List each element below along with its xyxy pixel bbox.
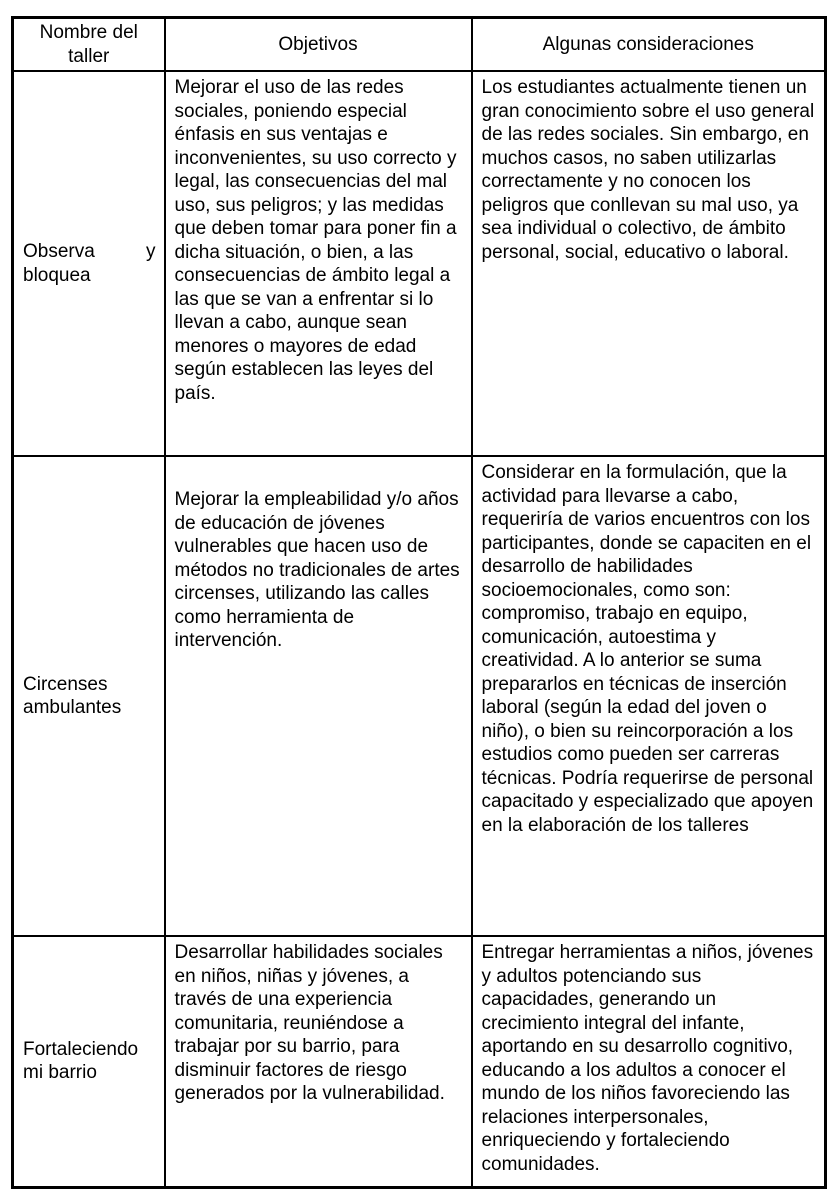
workshop-table xyxy=(11,16,827,1189)
header-cell-nombre-del-taller: Nombre del taller xyxy=(13,18,165,72)
objectives-cell: Mejorar la empleabilidad y/o años de educación de jóvenes vulnerables que hacen uso de métodos no tradicionales de artes circenses, utilizando las calles como herramienta de intervención. xyxy=(165,456,472,936)
table-row xyxy=(13,936,826,1187)
header-cell-objetivos: Objetivos xyxy=(165,18,472,72)
workshop-name-cell: Circenses ambulantes xyxy=(13,456,165,936)
considerations-cell: Los estudiantes actualmente tienen un gran conocimiento sobre el uso general de las redes sociales. Sin embargo, en muchos casos, no saben utilizarlas correctamente y no conocen los peligros que conllevan su mal uso, ya sea individual o colectivo, de ámbito personal, social, educativo o laboral. xyxy=(472,71,826,456)
table-row xyxy=(13,456,826,936)
considerations-cell: Considerar en la formulación, que la actividad para llevarse a cabo, requeriría de varios encuentros con los participantes, donde se capaciten en el desarrollo de habilidades socioemocionales, como son: compromiso, trabajo en equipo, comunicación, autoestima y creatividad. A lo anterior se suma prepararlos en técnicas de inserción laboral (según la edad del joven o niño), o bien su reincorporación a los estudios como pueden ser carreras técnicas. Podría requerirse de personal capacitado y especializado que apoyen en la elaboración de los talleres xyxy=(472,456,826,936)
header-row xyxy=(13,18,826,72)
considerations-cell: Entregar herramientas a niños, jóvenes y adultos potenciando sus capacidades, generando un crecimiento integral del infante, aportando en su desarrollo cognitivo, educando a los adultos a conocer el mundo de los niños favoreciendo las relaciones interpersonales, enriqueciendo y fortaleciendo comunidades. xyxy=(472,936,826,1187)
header-cell-consideraciones: Algunas consideraciones xyxy=(472,18,826,72)
table-row xyxy=(13,71,826,456)
workshop-name-cell: Fortaleciendo mi barrio xyxy=(13,936,165,1187)
workshop-name-cell: Observa y bloquea xyxy=(13,71,165,456)
objectives-cell: Desarrollar habilidades sociales en niños, niñas y jóvenes, a través de una experiencia comunitaria, reuniéndose a trabajar por su barrio, para disminuir factores de riesgo generados por la vulnerabilidad. xyxy=(165,936,472,1187)
objectives-cell: Mejorar el uso de las redes sociales, poniendo especial énfasis en sus ventajas e inconvenientes, su uso correcto y legal, las consecuencias del mal uso, sus peligros; y las medidas que deben tomar para poner fin a dicha situación, o bien, a las consecuencias de ámbito legal a las que se van a enfrentar si lo llevan a cabo, aunque sean menores o mayores de edad según establecen las leyes del país. xyxy=(165,71,472,456)
